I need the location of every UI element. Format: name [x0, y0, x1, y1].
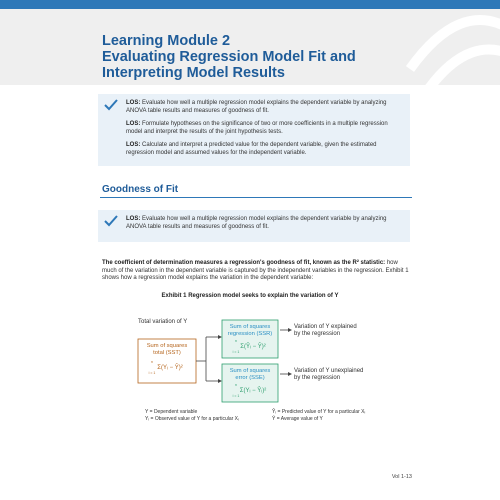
los-item-3	[126, 142, 402, 157]
sst-formula: Σ(Yᵢ − Ȳ)²	[157, 365, 183, 371]
sst-sum-top: n	[151, 360, 153, 364]
ssr-sum-bottom: i = 1	[232, 350, 240, 354]
los-box-secondary	[98, 210, 410, 242]
module-title-line2: Evaluating Regression Model Fit and	[102, 49, 356, 65]
module-title-line1: Learning Module 2	[102, 33, 231, 49]
explained-label-line1: Variation of Y explained	[294, 324, 357, 330]
sse-label-line1: Sum of squares	[229, 368, 271, 374]
module-title-line3: Interpreting Model Results	[102, 65, 285, 81]
legend-item: Ŷᵢ = Predicted value of Y for a particular Xᵢ	[272, 409, 366, 415]
sse-sum-top: n	[235, 383, 237, 387]
los-label: LOS:	[126, 121, 141, 127]
module-title	[102, 33, 356, 81]
legend-item: Yᵢ = Observed value of Y for a particular Xᵢ	[145, 416, 239, 422]
sst-label-line1: Sum of squares	[146, 343, 188, 349]
arrowhead	[288, 372, 292, 376]
ssr-label-line2: regression (SSR)	[227, 331, 273, 337]
los-item-text: Evaluate how well a multiple regression model explains the dependent variable by analyzing ANOVA table results and measures of goodness of fit.	[126, 216, 387, 230]
explained-label-line2: by the regression	[294, 331, 341, 337]
legend-right	[272, 409, 365, 423]
decorative-swirl-icon	[400, 9, 500, 85]
legend-item: Ȳ = Average value of Y	[272, 416, 323, 422]
arrowhead	[218, 335, 222, 339]
los-item-text: Formulate hypotheses on the significance of two or more coefficients in a multiple regression model and interpret the results of the joint hypothesis tests.	[126, 121, 388, 135]
los-label: LOS:	[126, 100, 141, 106]
los-item	[126, 216, 402, 231]
ssr-formula: Σ(Ŷᵢ − Ȳ)²	[240, 344, 266, 350]
ssr-label-line1: Sum of squares	[229, 324, 271, 330]
sse-formula: Σ(Yᵢ − Ŷᵢ)²	[239, 388, 267, 394]
top-accent-bar	[0, 0, 500, 9]
unexplained-label-line2: by the regression	[294, 375, 341, 381]
arrowhead	[218, 379, 222, 383]
exhibit-title: Exhibit 1 Regression model seeks to explain the variation of Y	[161, 293, 339, 299]
module-header	[0, 9, 500, 85]
legend-left	[145, 409, 239, 423]
paragraph-bold-lead: The coefficient of determination measures a regression's goodness of fit, known as the R² statistic:	[102, 260, 386, 266]
sse-sum-bottom: i = 1	[232, 394, 240, 398]
body-paragraph	[102, 260, 412, 283]
legend-item: Y = Dependent variable	[145, 409, 198, 415]
checkmark-icon	[104, 215, 118, 227]
los-label: LOS:	[126, 142, 141, 148]
arrowhead	[288, 328, 292, 332]
los-item-2	[126, 121, 402, 136]
section-title: Goodness of Fit	[102, 184, 179, 195]
total-variation-label: Total variation of Y	[138, 319, 188, 325]
section-divider	[100, 197, 412, 198]
sse-label-line2: error (SSE)	[235, 375, 265, 381]
page-number: Vol 1-13	[391, 474, 412, 480]
los-item-text: Calculate and interpret a predicted value for the dependent variable, given the estimated regression model and assumed values for the independent variable.	[126, 142, 377, 156]
los-item-1	[126, 100, 402, 115]
los-item-text: Evaluate how well a multiple regression model explains the dependent variable by analyzing ANOVA table results and measures of goodness of fit.	[126, 100, 387, 114]
unexplained-label-line1: Variation of Y unexplained	[294, 368, 364, 374]
los-box-primary	[98, 94, 410, 166]
los-label: LOS:	[126, 216, 141, 222]
paragraph-rest: how much of the variation in the dependent variable is captured by the independent variables in the regression. Exhibit 1 shows how a regression model explains the variation in the dependent variable:	[102, 260, 409, 281]
ssr-sum-top: n	[235, 339, 237, 343]
regression-variation-diagram	[130, 312, 420, 404]
sst-label-line2: total (SST)	[153, 350, 181, 356]
checkmark-icon	[104, 99, 118, 111]
sst-sum-bottom: i = 1	[148, 371, 156, 375]
